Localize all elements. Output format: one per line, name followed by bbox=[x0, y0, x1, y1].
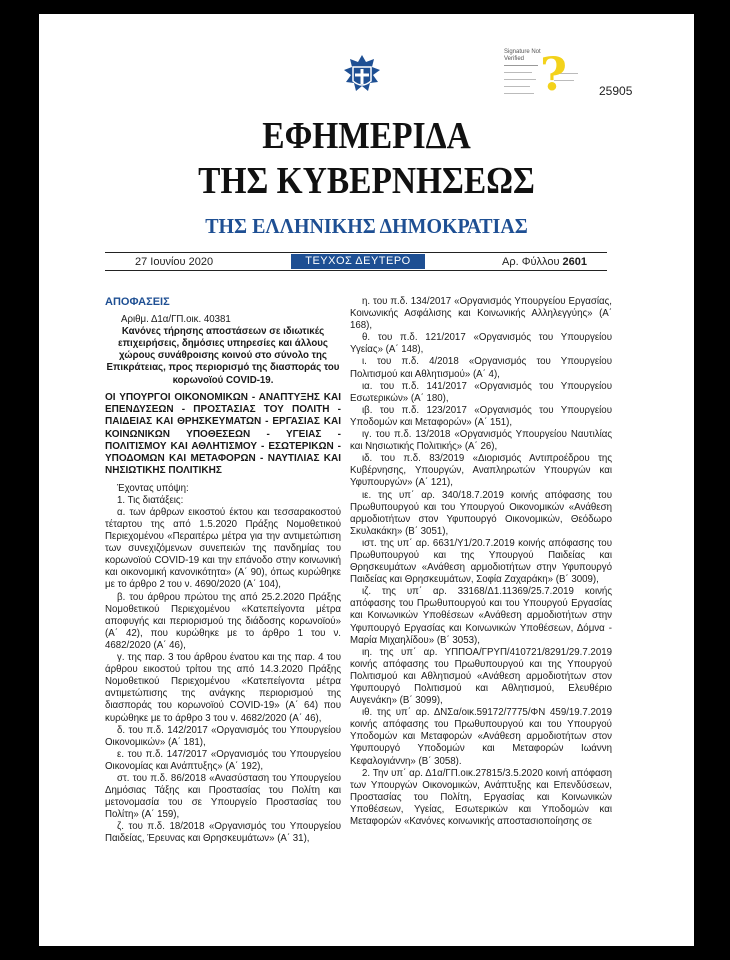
paragraph: ιστ. της υπ΄ αρ. 6631/Υ1/20.7.2019 κοινής απόφασης του Πρωθυπουργού και της Υπουργού Παιδείας και Θρησκευμάτων «Ανάθεση αρμοδιοτήτων στην Υφυπουργό Παιδείας και Θρησκευμάτων, Σοφία Ζαχαράκη» (Β΄ 3009), bbox=[350, 537, 612, 586]
paragraph: ε. του π.δ. 147/2017 «Οργανισμός του Υπουργείου Οικονομίας και Ανάπτυξης» (Α΄ 192), bbox=[105, 748, 341, 772]
gazette-title-line-1: ΕΦΗΜΕΡΙΔΑ bbox=[262, 115, 471, 157]
paragraph: 2. Την υπ΄ αρ. Δ1α/ΓΠ.οικ.27815/3.5.2020 κοινή απόφαση των Υπουργών Οικονομικών, Ανάπτυξης και Επενδύσεων, Προστασίας του Πολίτη, Εργασίας και Κοινωνικών Υποθέσεων, Υγείας, Εσωτερικών και Υποδομών και Μεταφορών «Κανόνες κοινωνικής αποστασιοποίησης σε bbox=[350, 767, 612, 828]
signature-line-2: Verified bbox=[504, 56, 525, 62]
right-column bbox=[350, 296, 612, 828]
paragraph: δ. του π.δ. 142/2017 «Οργανισμός του Υπουργείου Οικονομικών» (Α΄ 181), bbox=[105, 724, 341, 748]
digital-signature-stamp bbox=[504, 47, 594, 107]
paragraph: ιγ. του π.δ. 13/2018 «Οργανισμός Υπουργείου Ναυτιλίας και Νησιωτικής Πολιτικής» (Α΄ 26), bbox=[350, 429, 612, 453]
header-rule-bottom bbox=[105, 270, 607, 271]
page-number: 25905 bbox=[599, 84, 633, 98]
decision-summary: Κανόνες τήρησης αποστάσεων σε ιδιωτικές επιχειρήσεις, δημόσιες υπηρεσίες και άλλους χώρους συνάθροισης κοινού στο σύνολο της Επικράτειας, προς περιορισμό της διασποράς του κορωνοϊού COVID-19. bbox=[106, 326, 340, 386]
section-heading: ΑΠΟΦΑΣΕΙΣ bbox=[105, 296, 170, 308]
sheet-number: 2601 bbox=[562, 256, 588, 268]
left-column bbox=[105, 296, 341, 846]
paragraph: ζ. του π.δ. 18/2018 «Οργανισμός του Υπουργείου Παιδείας, Έρευνας και Θρησκευμάτων» (Α΄ 31), bbox=[105, 821, 341, 845]
gazette-title-line-2: ΤΗΣ ΚΥΒΕΡΝΗΣΕΩΣ bbox=[198, 160, 535, 202]
issue-series-badge: ΤΕΥΧΟΣ ΔΕΥΤΕΡΟ bbox=[291, 254, 425, 269]
gazette-subtitle: ΤΗΣ ΕΛΛΗΝΙΚΗΣ ΔΗΜΟΚΡΑΤΙΑΣ bbox=[205, 214, 528, 238]
header-rule-top bbox=[105, 252, 607, 253]
paragraph: ια. του π.δ. 141/2017 «Οργανισμός του Υπουργείου Εσωτερικών» (Α΄ 180), bbox=[350, 380, 612, 404]
paragraph: ιβ. του π.δ. 123/2017 «Οργανισμός του Υπουργείου Υποδομών και Μεταφορών» (Α΄ 151), bbox=[350, 404, 612, 428]
paragraph: Έχοντας υπόψη: bbox=[117, 482, 189, 494]
sheet-number-label bbox=[502, 256, 587, 268]
paragraph: γ. της παρ. 3 του άρθρου ένατου και της παρ. 4 του άρθρου εικοστού τρίτου της από 14.3.2020 Πράξης Νομοθετικού Περιεχομένου «Κατεπείγοντα μέτρα αντιμετώπισης της ανάγκης περιορισμού της διασποράς του κορωνοϊού COVID-19» (Α΄ 64) που κυρώθηκε με το άρθρο 3 του ν. 4682/2020 (Α΄ 46), bbox=[105, 652, 341, 724]
sheet-label: Αρ. Φύλλου bbox=[502, 256, 560, 268]
paragraph: ιε. της υπ΄ αρ. 340/18.7.2019 κοινής απόφασης του Πρωθυπουργού και του Υπουργού Οικονομικών «Ανάθεση αρμοδιοτήτων στον Υφυπουργό Οικονομικών, Θεόδωρο Σκυλακάκη» (Β΄ 3051), bbox=[350, 489, 612, 537]
paragraph: β. του άρθρου πρώτου της από 25.2.2020 Πράξης Νομοθετικού Περιεχομένου «Κατεπείγοντα μέτρα αποφυγής και περιορισμού της διάδοσης κορωνοϊού» (Α΄ 42), που κυρώθηκε με το άρθρο 1 του ν. 4682/2020 (Α΄ 46), bbox=[105, 591, 341, 651]
paragraph: ιζ. της υπ΄ αρ. 33168/Δ1.11369/25.7.2019 κοινής απόφασης του Πρωθυπουργού και του Υπουργού Εργασίας και Κοινωνικών Υποθέσεων «Ανάθεση αρμοδιοτήτων στην Υφυπουργό Εργασίας και Κοινωνικών Υποθέσεων, Δόμνα - Μαρία Μιχαηλίδου» (Β΄ 3053), bbox=[350, 586, 612, 646]
signature-line-1: Signature Not bbox=[504, 49, 541, 55]
paragraph: ι. του π.δ. 4/2018 «Οργανισμός του Υπουργείου Πολιτισμού και Αθλητισμού» (Α΄ 4), bbox=[350, 356, 612, 380]
greek-emblem-icon bbox=[342, 54, 382, 98]
paragraph: ιη. της υπ΄ αρ. ΥΠΠΟΑ/ΓΡΥΠ/410721/8291/29.7.2019 κοινής απόφασης του Πρωθυπουργού και της Υπουργού Πολιτισμού και Αθλητισμού «Ανάθεση αρμοδιοτήτων στον Υφυπουργό Πολιτισμού και Αθλητισμού, Ελευθέριο Αυγενάκη» (Β΄ 3099), bbox=[350, 646, 612, 707]
paragraph: η. του π.δ. 134/2017 «Οργανισμός Υπουργείου Εργασίας, Κοινωνικής Ασφάλισης και Κοινωνικής Αλληλεγγύης» (Α΄ 168), bbox=[350, 296, 612, 332]
paragraph: ιδ. του π.δ. 83/2019 «Διορισμός Αντιπροέδρου της Κυβέρνησης, Υπουργών, Αναπληρωτών Υπουργών και Υφυπουργών» (Α΄ 121), bbox=[350, 453, 612, 489]
question-mark-icon: ? bbox=[540, 47, 567, 101]
paragraph: ιθ. της υπ΄ αρ. ΔΝΣα/οικ.59172/7775/ΦΝ 459/19.7.2019 κοινής απόφασης του Πρωθυπουργού και του Υπουργού Υποδομών και Μεταφορών «Ανάθεση αρμοδιοτήτων στον Υφυπουργό Υποδομών και Μεταφορών Ιωάννη Κεφαλογιάννη» (Β΄ 3058). bbox=[350, 707, 612, 767]
gazette-page bbox=[39, 14, 694, 946]
paragraph: 1. Τις διατάξεις: bbox=[117, 494, 184, 506]
paragraph: α. των άρθρων εικοστού έκτου και τεσσαρακοστού τέταρτου της από 1.5.2020 Πράξης Νομοθετικού Περιεχομένου «Περαιτέρω μέτρα για την αντιμετώπιση των συνεχιζόμενων συνεπειών της πανδημίας του κορωνοϊού COVID-19 και την επάνοδο στην κοινωνική και οικονομική κανονικότητα» (Α΄ 90), όπως κυρώθηκε με το άρθρο 2 του ν. 4690/2020 (Α΄ 104), bbox=[105, 506, 341, 591]
paragraph: στ. του π.δ. 86/2018 «Ανασύσταση του Υπουργείου Δημόσιας Τάξης και Προστασίας του Πολίτη και μετονομασία του σε Υπουργείο Προστασίας του Πολίτη» (Α΄ 159), bbox=[105, 772, 341, 821]
paragraph: θ. του π.δ. 121/2017 «Οργανισμός του Υπουργείου Υγείας» (Α΄ 148), bbox=[350, 332, 612, 356]
decision-number: Αριθμ. Δ1α/ΓΠ.οικ. 40381 bbox=[121, 314, 231, 326]
issue-date: 27 Ιουνίου 2020 bbox=[135, 256, 214, 268]
ministers-heading: ΟΙ ΥΠΟΥΡΓΟΙ ΟΙΚΟΝΟΜΙΚΩΝ - ΑΝΑΠΤΥΞΗΣ ΚΑΙ ΕΠΕΝΔΥΣΕΩΝ - ΠΡΟΣΤΑΣΙΑΣ ΤΟΥ ΠΟΛΙΤΗ - ΠΑΙΔΕΙΑΣ ΚΑΙ ΘΡΗΣΚΕΥΜΑΤΩΝ - ΕΡΓΑΣΙΑΣ ΚΑΙ ΚΟΙΝΩΝΙΚΩΝ ΥΠΟΘΕΣΕΩΝ - ΥΓΕΙΑΣ - ΠΟΛΙΤΙΣΜΟΥ ΚΑΙ ΑΘΛΗΤΙΣΜΟΥ - ΕΣΩΤΕΡΙΚΩΝ - ΥΠΟΔΟΜΩΝ ΚΑΙ ΜΕΤΑΦΟΡΩΝ - ΝΑΥΤΙΛΙΑΣ ΚΑΙ ΝΗΣΙΩΤΙΚΗΣ ΠΟΛΙΤΙΚΗΣ bbox=[105, 391, 341, 477]
